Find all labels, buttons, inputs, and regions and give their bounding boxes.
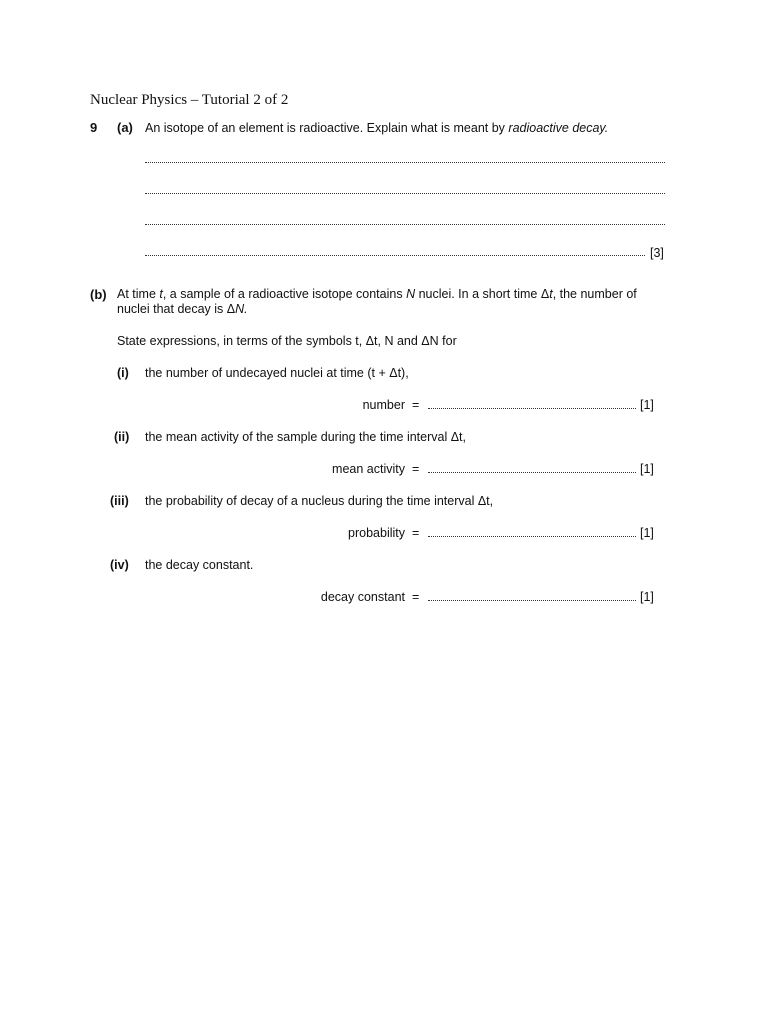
- sub-iii-text: the probability of decay of a nucleus during the time interval Δt,: [145, 494, 494, 508]
- sub-iv-equals: =: [412, 590, 420, 604]
- sub-iv-text: the decay constant.: [145, 558, 254, 572]
- sub-ii-text: the mean activity of the sample during the time interval Δt,: [145, 430, 467, 444]
- part-a-question: [145, 121, 608, 136]
- part-b-intro: At time t, a sample of a radioactive isotope contains N nuclei. In a short time Δt, the number of nuclei that decay is ΔN.: [117, 287, 637, 316]
- sub-ii-label: (ii): [114, 430, 130, 444]
- sub-iii-marks: [1]: [640, 526, 654, 540]
- answer-line-a4[interactable]: [145, 248, 645, 258]
- question-number: 9: [90, 120, 98, 135]
- part-a-text: An isotope of an element is radioactive. Explain what is meant by: [145, 121, 509, 135]
- part-a-label: (a): [117, 120, 133, 135]
- sub-ii-equals: =: [412, 462, 420, 476]
- sub-i-text: the number of undecayed nuclei at time (t + Δt),: [145, 366, 409, 380]
- sub-iii-answer-label: probability: [348, 526, 405, 540]
- part-b-instruction: State expressions, in terms of the symbols t, Δt, N and ΔN for: [117, 334, 457, 348]
- sub-iv-answer-line[interactable]: [428, 593, 636, 603]
- answer-line-a2[interactable]: [145, 186, 665, 196]
- sub-iv-answer-label: decay constant: [320, 590, 405, 604]
- sub-ii-marks: [1]: [640, 462, 654, 476]
- sub-ii-answer-line[interactable]: [428, 465, 636, 475]
- sub-iv-marks: [1]: [640, 590, 654, 604]
- page-title: Nuclear Physics – Tutorial 2 of 2: [90, 92, 289, 108]
- answer-line-a3[interactable]: [145, 217, 665, 227]
- sub-iii-equals: =: [412, 526, 420, 540]
- answer-line-a1[interactable]: [145, 155, 665, 165]
- sub-i-answer-line[interactable]: [428, 401, 636, 411]
- sub-i-label: (i): [117, 366, 129, 380]
- sub-iii-label: (iii): [110, 494, 129, 508]
- sub-i-answer-label: number: [362, 398, 405, 412]
- part-b-label: (b): [90, 287, 107, 302]
- sub-iii-answer-line[interactable]: [428, 529, 636, 539]
- part-a-text-italic: radioactive decay.: [508, 121, 609, 135]
- sub-i-equals: =: [412, 398, 420, 412]
- part-a-marks: [3]: [650, 246, 664, 260]
- sub-iv-label: (iv): [110, 558, 129, 572]
- sub-i-marks: [1]: [640, 398, 654, 412]
- sub-ii-answer-label: mean activity: [332, 462, 405, 476]
